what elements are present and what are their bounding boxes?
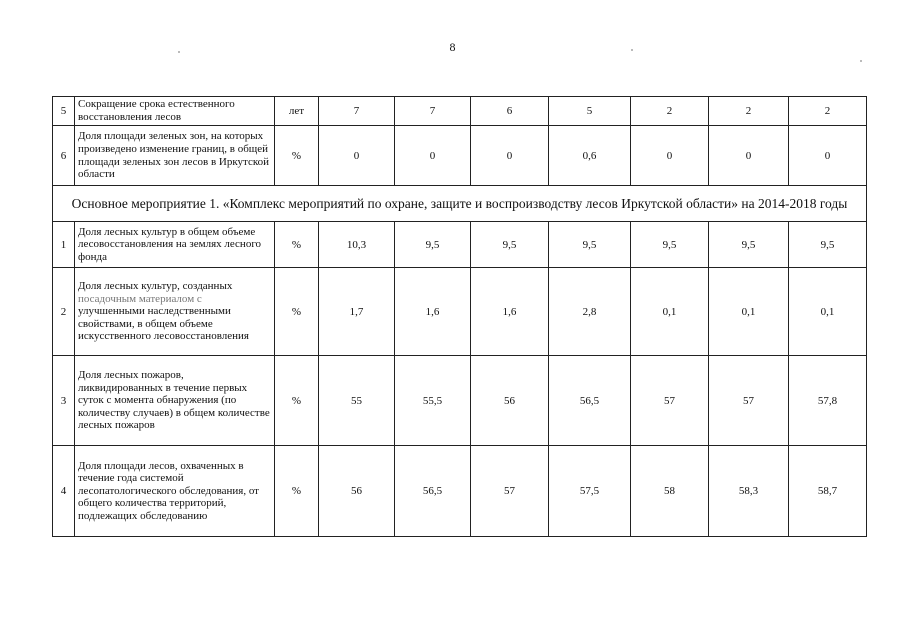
value-cell: 0 bbox=[395, 126, 471, 186]
value-cell: 2,8 bbox=[549, 268, 631, 356]
value-cell: 0,1 bbox=[789, 268, 867, 356]
value-cell: 1,6 bbox=[471, 268, 549, 356]
value-cell: 58,7 bbox=[789, 446, 867, 537]
value-cell: 57 bbox=[709, 356, 789, 446]
unit-cell: % bbox=[275, 356, 319, 446]
value-cell: 56,5 bbox=[549, 356, 631, 446]
indicator-description: Доля лесных пожаров, ликвидированных в течение первых суток с момента обнаружения (по количеству случаев) в общем количестве лесных пожаров bbox=[75, 356, 275, 446]
value-cell: 56 bbox=[319, 446, 395, 537]
value-cell: 57 bbox=[471, 446, 549, 537]
unit-cell: % bbox=[275, 222, 319, 268]
value-cell: 5 bbox=[549, 97, 631, 126]
scan-speck bbox=[631, 49, 633, 51]
value-cell: 58,3 bbox=[709, 446, 789, 537]
unit-cell: лет bbox=[275, 97, 319, 126]
table-row bbox=[53, 97, 867, 126]
value-cell: 9,5 bbox=[789, 222, 867, 268]
indicator-description: Доля площади лесов, охваченных в течение года системой лесопатологического обследования, от общего количества территорий, подлежащих обследованию bbox=[75, 446, 275, 537]
row-number: 3 bbox=[53, 356, 75, 446]
section-header-row bbox=[53, 186, 867, 222]
value-cell: 6 bbox=[471, 97, 549, 126]
value-cell: 56 bbox=[471, 356, 549, 446]
value-cell: 7 bbox=[319, 97, 395, 126]
value-cell: 57 bbox=[631, 356, 709, 446]
description-line: Доля лесных культур, созданных bbox=[78, 280, 233, 293]
value-cell: 0,1 bbox=[631, 268, 709, 356]
unit-cell: % bbox=[275, 446, 319, 537]
value-cell: 9,5 bbox=[471, 222, 549, 268]
value-cell: 55,5 bbox=[395, 356, 471, 446]
value-cell: 0 bbox=[471, 126, 549, 186]
indicator-description: Сокращение срока естественного восстановления лесов bbox=[75, 97, 275, 126]
value-cell: 0,1 bbox=[709, 268, 789, 356]
value-cell: 0 bbox=[709, 126, 789, 186]
value-cell: 2 bbox=[631, 97, 709, 126]
value-cell: 0,6 bbox=[549, 126, 631, 186]
value-cell: 56,5 bbox=[395, 446, 471, 537]
table-row bbox=[53, 446, 867, 537]
description-rest: улучшенными наследственными свойствами, в общем объеме искусственного лесовосстановления bbox=[78, 305, 249, 343]
row-number: 6 bbox=[53, 126, 75, 186]
indicator-description: Доля лесных культур в общем объеме лесовосстановления на землях лесного фонда bbox=[75, 222, 275, 268]
value-cell: 2 bbox=[709, 97, 789, 126]
value-cell: 57,8 bbox=[789, 356, 867, 446]
table-row bbox=[53, 356, 867, 446]
value-cell: 1,6 bbox=[395, 268, 471, 356]
indicator-description bbox=[75, 268, 275, 356]
scan-speck bbox=[178, 51, 180, 53]
value-cell: 0 bbox=[789, 126, 867, 186]
unit-cell: % bbox=[275, 268, 319, 356]
row-number: 4 bbox=[53, 446, 75, 537]
value-cell: 9,5 bbox=[709, 222, 789, 268]
section-header: Основное мероприятие 1. «Комплекс мероприятий по охране, защите и воспроизводству лесов Иркутской области» на 2014-2018 годы bbox=[53, 186, 867, 222]
page-number: 8 bbox=[449, 40, 456, 54]
row-number: 5 bbox=[53, 97, 75, 126]
table-row bbox=[53, 126, 867, 186]
value-cell: 58 bbox=[631, 446, 709, 537]
value-cell: 7 bbox=[395, 97, 471, 126]
value-cell: 10,3 bbox=[319, 222, 395, 268]
value-cell: 55 bbox=[319, 356, 395, 446]
indicators-table bbox=[52, 96, 867, 537]
value-cell: 9,5 bbox=[631, 222, 709, 268]
table-row bbox=[53, 222, 867, 268]
value-cell: 9,5 bbox=[549, 222, 631, 268]
unit-cell: % bbox=[275, 126, 319, 186]
description-line-faint: посадочным материалом с bbox=[78, 292, 202, 305]
table-row bbox=[53, 268, 867, 356]
value-cell: 2 bbox=[789, 97, 867, 126]
value-cell: 9,5 bbox=[395, 222, 471, 268]
scan-speck bbox=[860, 60, 862, 62]
value-cell: 1,7 bbox=[319, 268, 395, 356]
indicator-description: Доля площади зеленых зон, на которых произведено изменение границ, в общей площади зеленых зон лесов в Иркутской области bbox=[75, 126, 275, 186]
value-cell: 57,5 bbox=[549, 446, 631, 537]
value-cell: 0 bbox=[631, 126, 709, 186]
value-cell: 0 bbox=[319, 126, 395, 186]
row-number: 1 bbox=[53, 222, 75, 268]
row-number: 2 bbox=[53, 268, 75, 356]
